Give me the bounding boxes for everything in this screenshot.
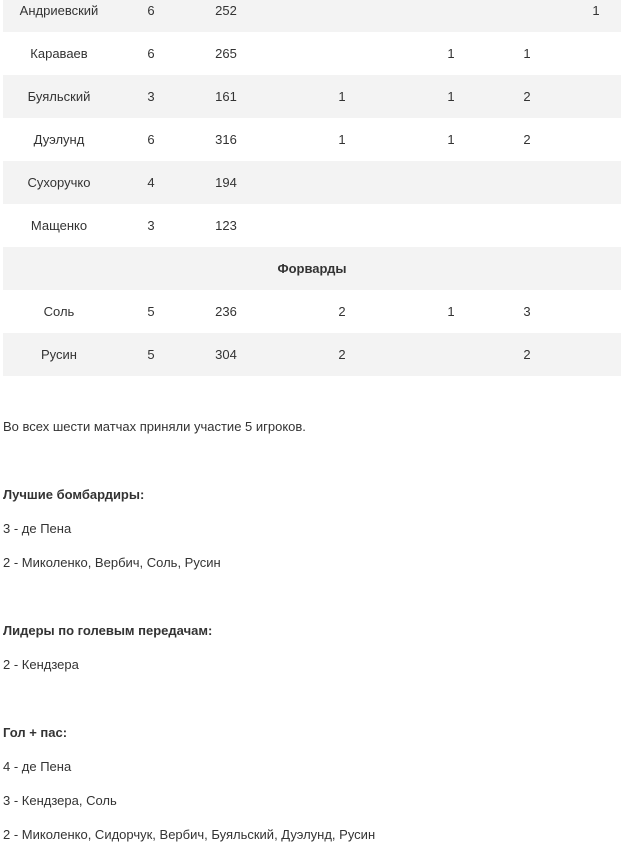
top-scorers-heading: Лучшие бомбардиры:	[3, 487, 145, 502]
table-row	[3, 75, 621, 118]
goal-pass-cell: 2	[523, 347, 531, 362]
goals-cell: 1	[338, 89, 346, 104]
minutes-cell: 123	[215, 218, 237, 233]
games-cell: 6	[147, 132, 155, 147]
games-cell: 5	[147, 304, 155, 319]
minutes-cell: 236	[215, 304, 237, 319]
player-name: Дуэлунд	[33, 132, 85, 147]
games-cell: 3	[147, 218, 155, 233]
all-six-matches-note: Во всех шести матчах приняли участие 5 игроков.	[3, 419, 306, 434]
table-row	[3, 118, 621, 161]
goal-pass-heading: Гол + пас:	[3, 725, 68, 740]
goal-pass-line: 2 - Миколенко, Сидорчук, Вербич, Буяльский, Дуэлунд, Русин	[3, 827, 376, 842]
extra-cell: 1	[592, 3, 600, 18]
player-name: Сухоручко	[27, 175, 91, 190]
assists-leaders-heading: Лидеры по голевым передачам:	[3, 623, 213, 638]
table-row	[3, 204, 621, 247]
section-title-forwards: Форварды	[277, 261, 347, 276]
top-scorers-line: 2 - Миколенко, Вербич, Соль, Русин	[3, 555, 221, 570]
player-name: Андриевский	[19, 3, 99, 18]
player-name: Мащенко	[30, 218, 88, 233]
goal-pass-line: 3 - Кендзера, Соль	[3, 793, 117, 808]
goal-pass-cell: 1	[523, 46, 531, 61]
assists-cell: 1	[447, 89, 455, 104]
minutes-cell: 161	[215, 89, 237, 104]
minutes-cell: 252	[215, 3, 237, 18]
minutes-cell: 304	[215, 347, 237, 362]
minutes-cell: 316	[215, 132, 237, 147]
goal-pass-cell: 2	[523, 89, 531, 104]
goal-pass-cell: 3	[523, 304, 531, 319]
minutes-cell: 265	[215, 46, 237, 61]
games-cell: 5	[147, 347, 155, 362]
table-row	[3, 32, 621, 75]
assists-cell: 1	[447, 46, 455, 61]
player-name: Караваев	[30, 46, 88, 61]
goal-pass-cell: 2	[523, 132, 531, 147]
goals-cell: 2	[338, 304, 346, 319]
table-row	[3, 333, 621, 376]
assists-cell: 1	[447, 304, 455, 319]
player-stats-table	[3, 0, 621, 376]
assists-cell: 1	[447, 132, 455, 147]
goals-cell: 2	[338, 347, 346, 362]
games-cell: 6	[147, 3, 155, 18]
table-row	[3, 0, 621, 32]
table-section-row	[3, 247, 621, 290]
table-row	[3, 161, 621, 204]
player-name: Соль	[43, 304, 75, 319]
top-scorers-line: 3 - де Пена	[3, 521, 72, 536]
minutes-cell: 194	[215, 175, 237, 190]
assists-leaders-line: 2 - Кендзера	[3, 657, 79, 672]
goal-pass-line: 4 - де Пена	[3, 759, 72, 774]
player-name: Буяльский	[27, 89, 91, 104]
player-name: Русин	[41, 347, 77, 362]
goals-cell: 1	[338, 132, 346, 147]
games-cell: 6	[147, 46, 155, 61]
games-cell: 4	[147, 175, 155, 190]
games-cell: 3	[147, 89, 155, 104]
table-row	[3, 290, 621, 333]
